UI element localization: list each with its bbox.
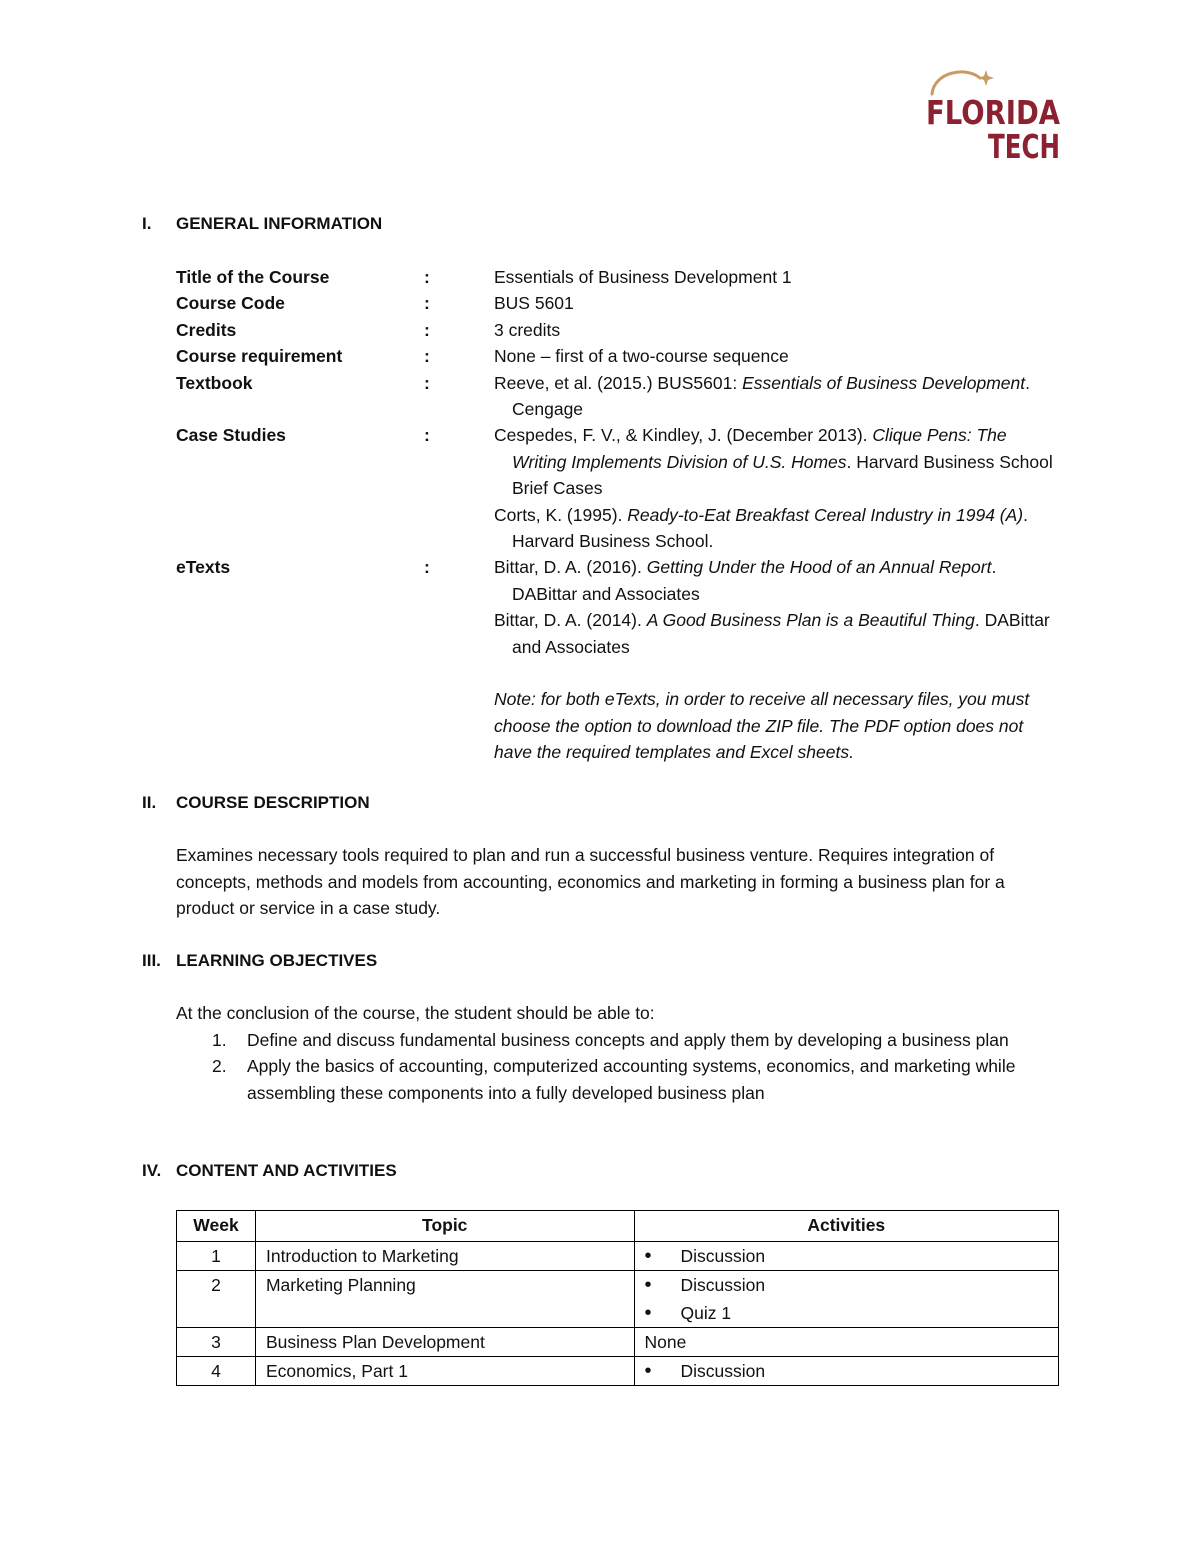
info-row-textbook [176,370,1066,423]
section-heading-course-description [142,793,370,813]
logo-line1: FLORIDA [926,93,1061,132]
etext-citation: Bittar, D. A. (2016). Getting Under the Hood of an Annual Report. DABittar and Associates [494,557,997,604]
logo-line2: TECH [988,127,1060,166]
column-header-activities: Activities [634,1211,1059,1242]
info-value: 3 credits [494,319,561,340]
info-value: BUS 5601 [494,293,574,314]
info-colon: : [424,557,430,578]
info-label: Course requirement [176,346,343,367]
info-value: Essentials of Business Development 1 [494,267,792,287]
topic-cell: Business Plan Development [255,1328,634,1357]
table-row [177,1271,1059,1328]
info-label: eTexts [176,557,231,578]
info-row-credits [176,317,1066,343]
activity-item: • Discussion [645,1242,1049,1270]
etexts-note: Note: for both eTexts, in order to receive all necessary files, you must choose the option to download the ZIP file. The PDF option does not have the required templates and Excel sheets. [494,689,1030,762]
topic-cell: Economics, Part 1 [255,1357,634,1386]
section-heading-general-info [142,214,382,234]
objective-item [176,1053,1060,1106]
section-title: CONTENT AND ACTIVITIES [176,1161,397,1180]
info-value: None – first of a two-course sequence [494,346,789,367]
activities-cell: None [634,1328,1059,1357]
objective-number: 2. [212,1056,227,1077]
activities-cell [634,1242,1059,1271]
activities-cell [634,1271,1059,1328]
info-row-course-code [176,290,1066,316]
info-colon: : [424,267,430,287]
info-colon: : [424,319,430,340]
info-colon: : [424,372,430,393]
info-label: Course Code [176,293,285,314]
case-study-citation: Corts, K. (1995). Ready-to-Eat Breakfast Cereal Industry in 1994 (A). Harvard Business School. [494,504,1029,552]
week-cell: 3 [177,1328,256,1357]
course-description-text: Examines necessary tools required to plan and run a successful business venture. Requires integration of concepts, methods and models from accounting, economics and marketing in forming a business plan for a product or service in a case study. [176,845,1005,919]
etext-citation: Bittar, D. A. (2014). A Good Business Plan is a Beautiful Thing. DABittar and Associates [494,610,1050,657]
activities-cell [634,1357,1059,1386]
florida-tech-logo [922,66,1064,166]
info-label: Title of the Course [176,267,330,287]
textbook-citation: Reeve, et al. (2015.) BUS5601: Essentials of Business Development. Cengage [494,372,1030,420]
schedule-table [176,1210,1059,1386]
logo-star-icon [978,70,994,86]
week-cell: 4 [177,1357,256,1386]
activity-item: • Discussion [645,1271,1049,1299]
table-row [177,1357,1059,1386]
objective-text: Define and discuss fundamental business concepts and apply them by developing a business plan [247,1029,1009,1050]
learning-objectives-list [176,1000,1060,1106]
objective-item [176,1027,1060,1054]
objective-text: Apply the basics of accounting, computerized accounting systems, economics, and marketing while assembling these components into a fully developed business plan [247,1056,1016,1103]
table-header-row [177,1211,1059,1242]
section-number: I. [142,214,152,233]
objective-number: 1. [212,1029,227,1050]
activity-item: • Discussion [645,1357,1049,1385]
info-row-case-studies [176,422,1066,554]
general-info-block [176,264,1066,765]
info-row-title [176,264,1066,290]
info-row-requirement [176,343,1066,369]
section-heading-learning-objectives [142,951,377,971]
column-header-week: Week [177,1211,256,1242]
week-cell: 2 [177,1271,256,1328]
section-title: COURSE DESCRIPTION [176,793,370,812]
section-title: LEARNING OBJECTIVES [176,951,378,970]
table-row [177,1328,1059,1357]
case-study-citation: Cespedes, F. V., & Kindley, J. (December 2013). Clique Pens: The Writing Implements Division of U.S. Homes. Harvard Business School Brief Cases [494,425,1053,499]
section-number: II. [142,793,157,812]
objectives-intro: At the conclusion of the course, the student should be able to: [176,1003,655,1023]
info-label: Case Studies [176,425,286,446]
section-heading-content-activities [142,1161,397,1181]
info-label: Textbook [176,372,253,393]
activity-item: • Quiz 1 [645,1299,1049,1327]
info-label: Credits [176,319,237,340]
column-header-topic: Topic [255,1211,634,1242]
table-row [177,1242,1059,1271]
info-colon: : [424,293,430,314]
info-colon: : [424,425,430,446]
topic-cell: Marketing Planning [255,1271,634,1328]
logo-swoosh [932,72,980,94]
section-number: IV. [142,1161,162,1180]
info-row-etexts [176,554,1066,765]
section-number: III. [142,951,161,970]
week-cell: 1 [177,1242,256,1271]
info-colon: : [424,346,430,367]
section-title: GENERAL INFORMATION [176,214,383,233]
logo-graphic [922,66,1064,166]
topic-cell: Introduction to Marketing [255,1242,634,1271]
